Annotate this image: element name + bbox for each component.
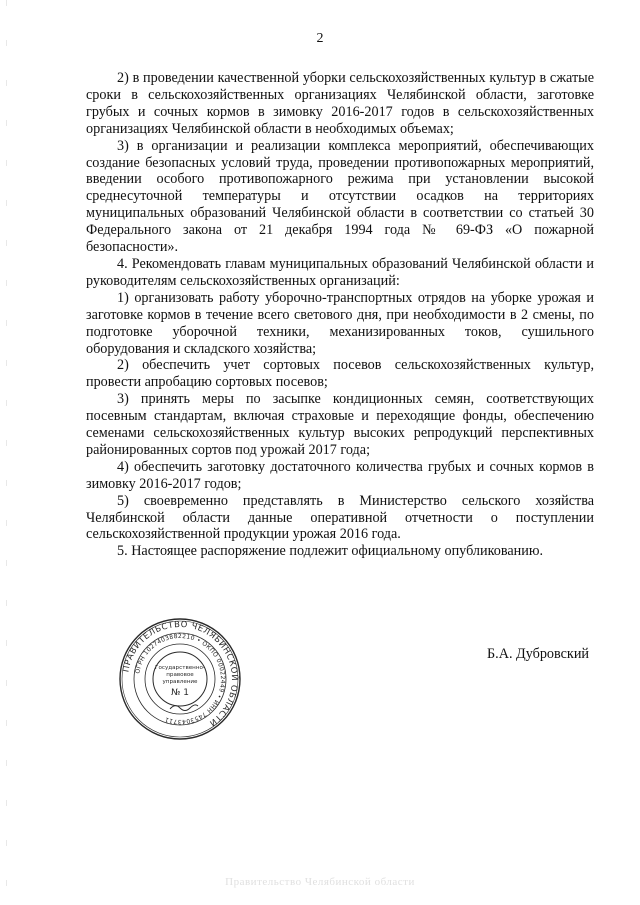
paragraph: 3) в организации и реализации комплекса мероприятий, обеспечивающих создание безопасных условий труда, проведении противопожарных мероприятий, введении особого противопожарного режима при установлении высокой среднесуточной температуры и отсутствии осадков на территориях муниципальных образований Челябинской области в соответствии со статьей 30 Федерального закона от 21 декабря 1994 года № 69-ФЗ «О пожарной безопасности».	[86, 137, 594, 256]
paragraph: 5) своевременно представлять в Министерство сельского хозяйства Челябинской области данные оперативной отчетности о поступлении сельскохозяйственной продукции урожая 2016 года.	[86, 492, 594, 543]
footer-watermark-text: Правительство Челябинской области	[225, 876, 415, 888]
seal-center-line: правовое	[166, 672, 194, 678]
paragraph: 4) обеспечить заготовку достаточного количества грубых и сочных кормов в зимовку 2016-2017 годов;	[86, 458, 594, 492]
seal-outer-text: ПРАВИТЕЛЬСТВО ЧЕЛЯБИНСКОЙ ОБЛАСТИ	[120, 618, 241, 729]
seal-center-number: № 1	[171, 688, 189, 698]
page-number: 2	[316, 31, 324, 46]
document-body	[86, 70, 594, 560]
paragraph: 5. Настоящее распоряжение подлежит официальному опубликованию.	[117, 543, 544, 560]
paragraph: 2) в проведении качественной уборки сельскохозяйственных культур в сжатые сроки в сельскохозяйственных организациях Челябинской области, заготовке грубых и сочных кормов в зимовку 2016-2017 годов в сельскохозяйственных организациях Челябинской области в необходимых объемах;	[86, 70, 594, 137]
official-seal	[118, 617, 242, 741]
seal-center-line: Государственно-	[155, 665, 205, 671]
scan-edge-artifact	[6, 0, 7, 905]
signatory-name: Б.А. Дубровский	[487, 646, 590, 662]
seal-center-line: управление	[162, 679, 198, 685]
paragraph: 3) принять меры по засыпке кондиционных семян, соответствующих посевным стандартам, включая страховые и переходящие фонды, обеспечению семенами сельскохозяйственных культур высоких репродукций перспективных районированных сортов под урожай 2017 года;	[86, 391, 594, 458]
paragraph: 4. Рекомендовать главам муниципальных образований Челябинской области и руководителям сельскохозяйственных организаций:	[86, 255, 594, 289]
paragraph: 2) обеспечить учет сортовых посевов сельскохозяйственных культур, провести апробацию сортовых посевов;	[86, 357, 594, 391]
paragraph: 1) организовать работу уборочно-транспортных отрядов на уборке урожая и заготовке кормов в течение всего светового дня, при необходимости в 2 смены, по подготовке уборочной техники, механизированных токов, сушильного оборудования и складского хозяйства;	[86, 289, 594, 357]
seal-codes-text: ОГРН 1027403882210 • ОКПО 00022449 • ИНН 7453043711	[134, 632, 227, 726]
